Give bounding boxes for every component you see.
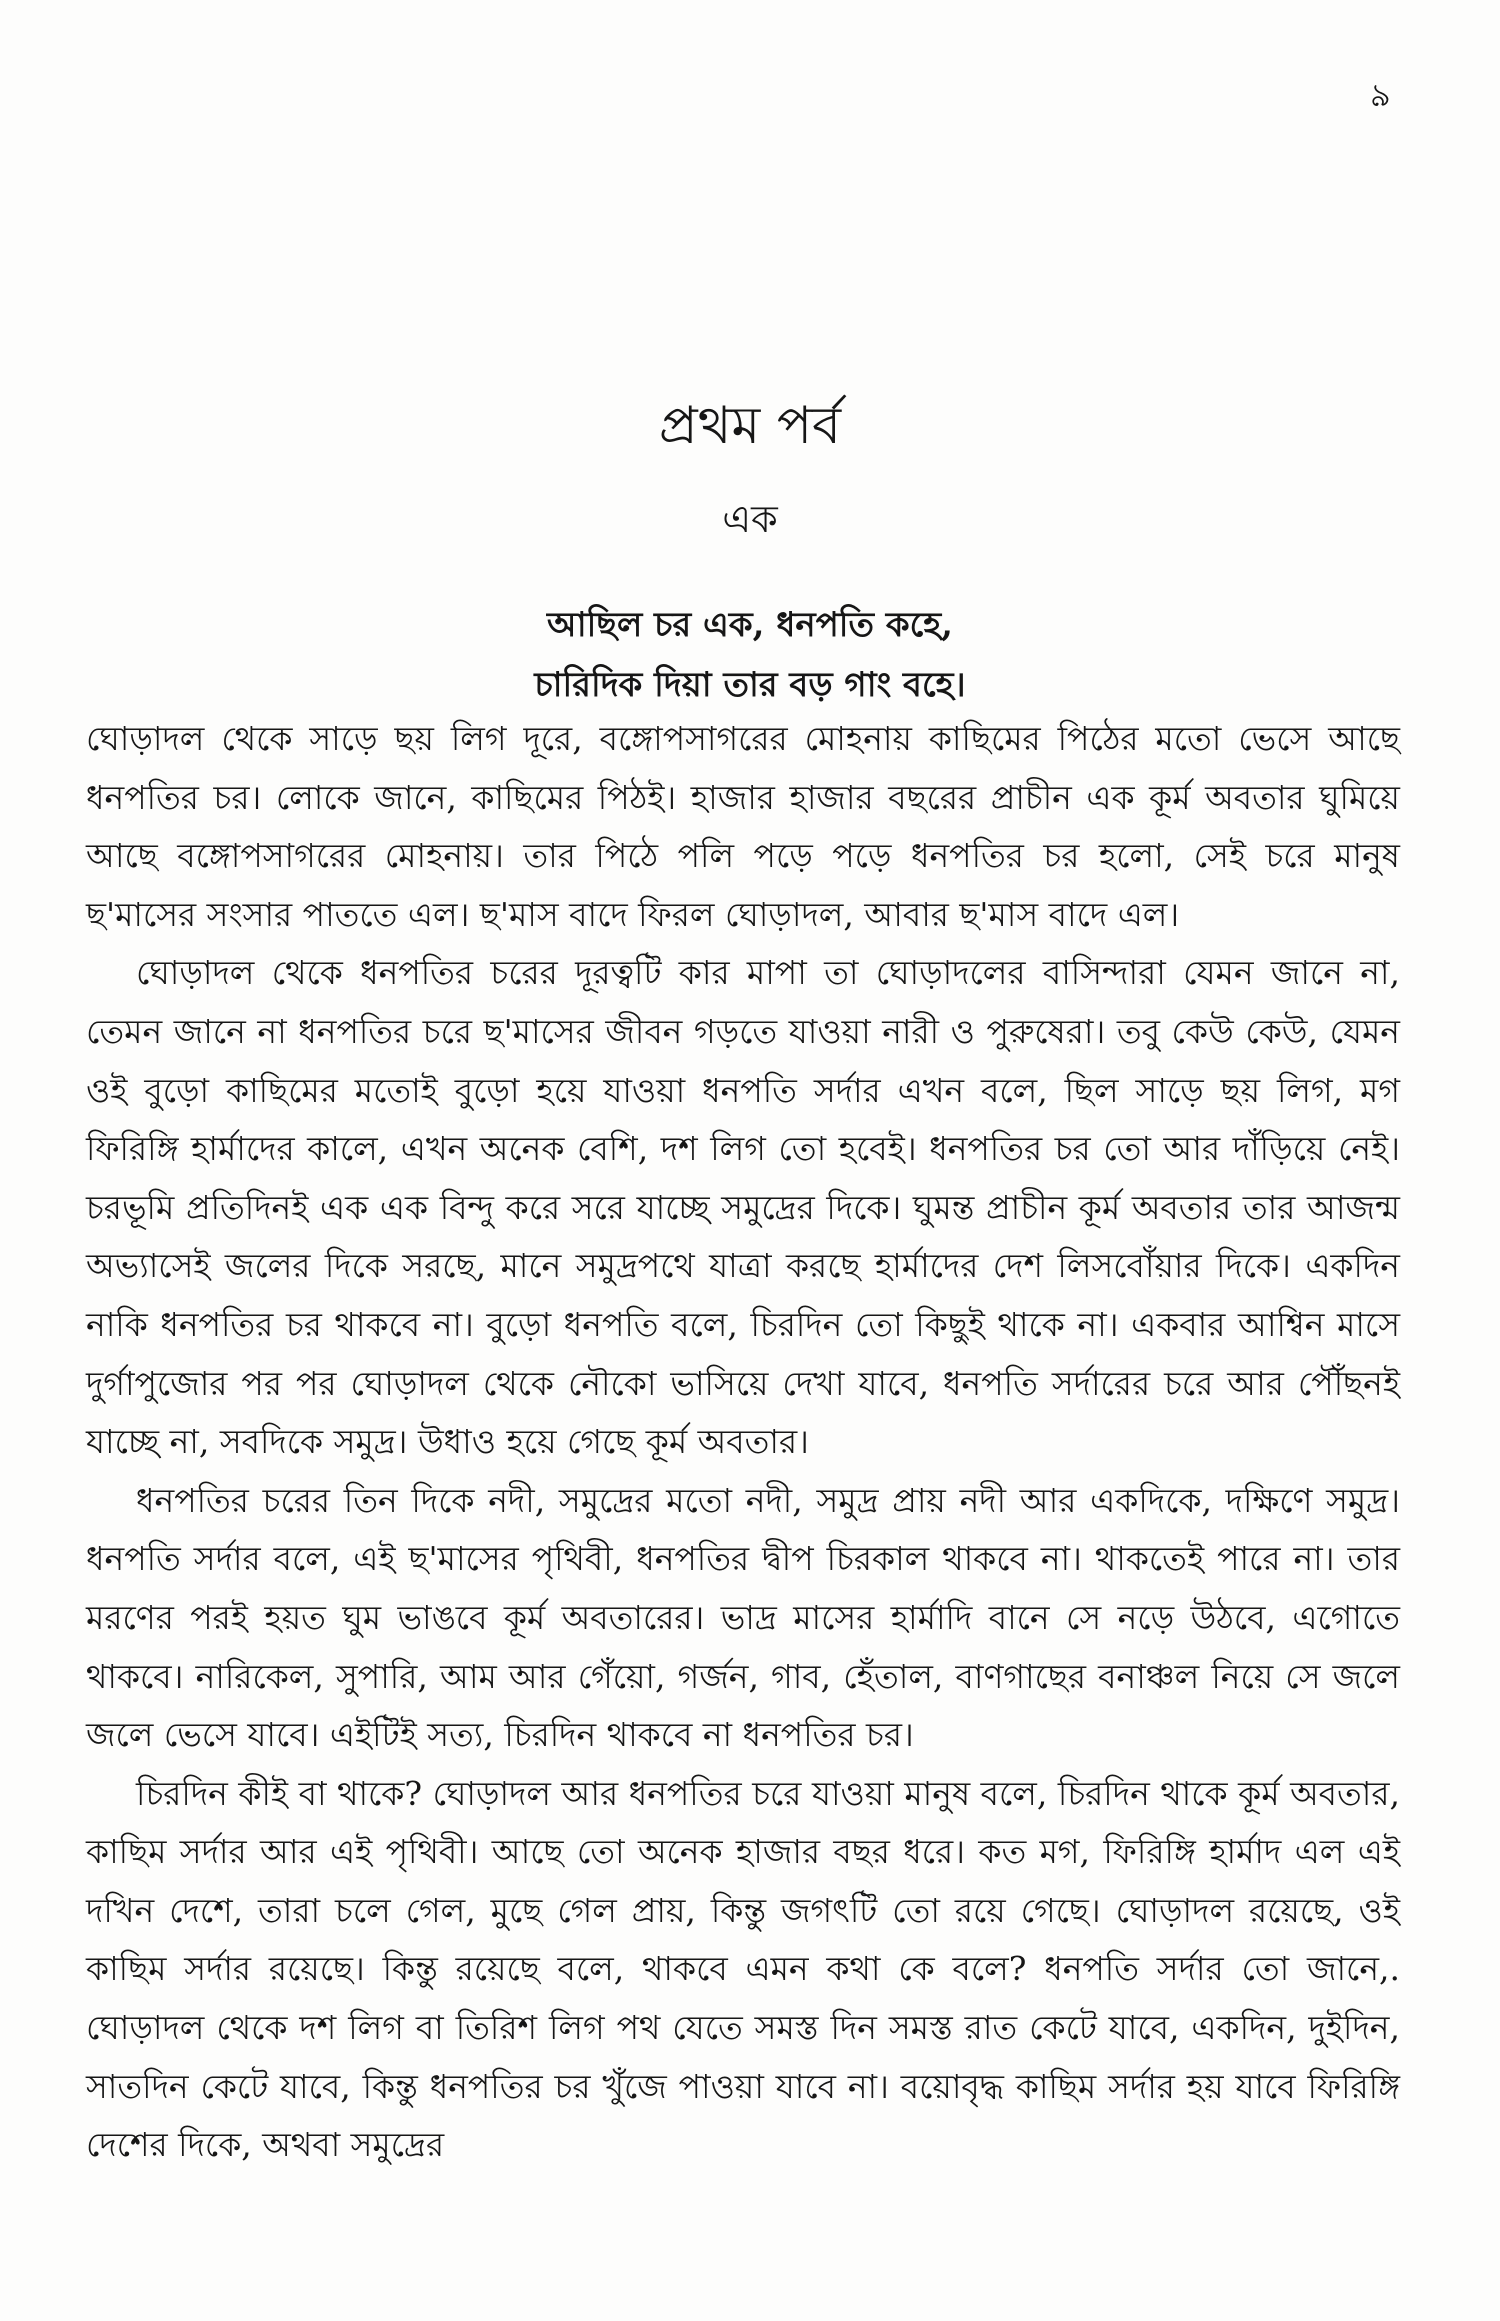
page-number: ৯ <box>1370 76 1391 114</box>
body-text <box>86 710 1400 2175</box>
paragraph: ঘোড়াদল থেকে সাড়ে ছয় লিগ দূরে, বঙ্গোপসাগরের মোহনায় কাছিমের পিঠের মতো ভেসে আছে ধনপতির চর। লোকে জানে, কাছিমের পিঠই। হাজার হাজার বছরের প্রাচীন এক কূর্ম অবতার ঘুমিয়ে আছে বঙ্গোপসাগরের মোহনায়। তার পিঠে পলি পড়ে পড়ে ধনপতির চর হলো, সেই চরে মানুষ ছ'মাসের সংসার পাততে এল। ছ'মাস বাদে ফিরল ঘোড়াদল, আবার ছ'মাস বাদে এল। <box>86 719 1400 934</box>
paragraph: ধনপতির চরের তিন দিকে নদী, সমুদ্রের মতো নদী, সমুদ্র প্রায় নদী আর একদিকে, দক্ষিণে সমুদ্র। ধনপতি সর্দার বলে, এই ছ'মাসের পৃথিবী, ধনপতির দ্বীপ চিরকাল থাকবে না। থাকতেই পারে না। তার মরণের পরই হয়ত ঘুম ভাঙবে কূর্ম অবতারের। ভাদ্র মাসের হার্মাদি বানে সে নড়ে উঠবে, এগোতে থাকবে। নারিকেল, সুপারি, আম আর গেঁয়ো, গর্জন, গাব, হেঁতাল, বাণগাছের বনাঞ্চল নিয়ে সে জলে জলে ভেসে যাবে। এইটিই সত্য, চিরদিন থাকবে না ধনপতির চর। <box>86 1480 1400 1755</box>
paragraph: ঘোড়াদল থেকে ধনপতির চরের দূরত্বটি কার মাপা তা ঘোড়াদলের বাসিন্দারা যেমন জানে না, তেমন জানে না ধনপতির চরে ছ'মাসের জীবন গড়তে যাওয়া নারী ও পুরুষেরা। তবু কেউ কেউ, যেমন ওই বুড়ো কাছিমের মতোই বুড়ো হয়ে যাওয়া ধনপতি সর্দার এখন বলে, ছিল সাড়ে ছয় লিগ, মগ ফিরিঙ্গি হার্মাদের কালে, এখন অনেক বেশি, দশ লিগ তো হবেই। ধনপতির চর তো আর দাঁড়িয়ে নেই। চরভূমি প্রতিদিনই এক এক বিন্দু করে সরে যাচ্ছে সমুদ্রের দিকে। ঘুমন্ত প্রাচীন কূর্ম অবতার তার আজন্ম অভ্যাসেই জলের দিকে সরছে, মানে সমুদ্রপথে যাত্রা করছে হার্মাদের দেশ লিসবোঁয়ার দিকে। একদিন নাকি ধনপতির চর থাকবে না। বুড়ো ধনপতি বলে, চিরদিন তো কিছুই থাকে না। একবার আশ্বিন মাসে দুর্গাপুজোর পর পর ঘোড়াদল থেকে নৌকো ভাসিয়ে দেখা যাবে, ধনপতি সর্দারের চরে আর পৌঁছনই যাচ্ছে না, সবদিকে সমুদ্র। উধাও হয়ে গেছে কূর্ম অবতার। <box>86 953 1400 1462</box>
epigraph-line: চারিদিক দিয়া তার বড় গাং বহে। <box>534 665 966 705</box>
epigraph-line: আছিল চর এক, ধনপতি কহে, <box>546 605 954 645</box>
part-title: প্রথম পর্ব <box>658 396 842 456</box>
epigraph <box>0 595 1500 715</box>
paragraph: চিরদিন কীই বা থাকে? ঘোড়াদল আর ধনপতির চরে যাওয়া মানুষ বলে, চিরদিন থাকে কূর্ম অবতার, কাছিম সর্দার আর এই পৃথিবী। আছে তো অনেক হাজার বছর ধরে। কত মগ, ফিরিঙ্গি হার্মাদ এল এই দখিন দেশে, তারা চলে গেল, মুছে গেল প্রায়, কিন্তু জগৎটি তো রয়ে গেছে। ঘোড়াদল রয়েছে, ওই কাছিম সর্দার রয়েছে। কিন্তু রয়েছে বলে, থাকবে এমন কথা কে বলে? ধনপতি সর্দার তো জানে,. ঘোড়াদল থেকে দশ লিগ বা তিরিশ লিগ পথ যেতে সমস্ত দিন সমস্ত রাত কেটে যাবে, একদিন, দুইদিন, সাতদিন কেটে যাবে, কিন্তু ধনপতির চর খুঁজে পাওয়া যাবে না। বয়োবৃদ্ধ কাছিম সর্দার হয় যাবে ফিরিঙ্গি দেশের দিকে, অথবা সমুদ্রের <box>86 1773 1400 2165</box>
chapter-title: এক <box>722 497 778 541</box>
